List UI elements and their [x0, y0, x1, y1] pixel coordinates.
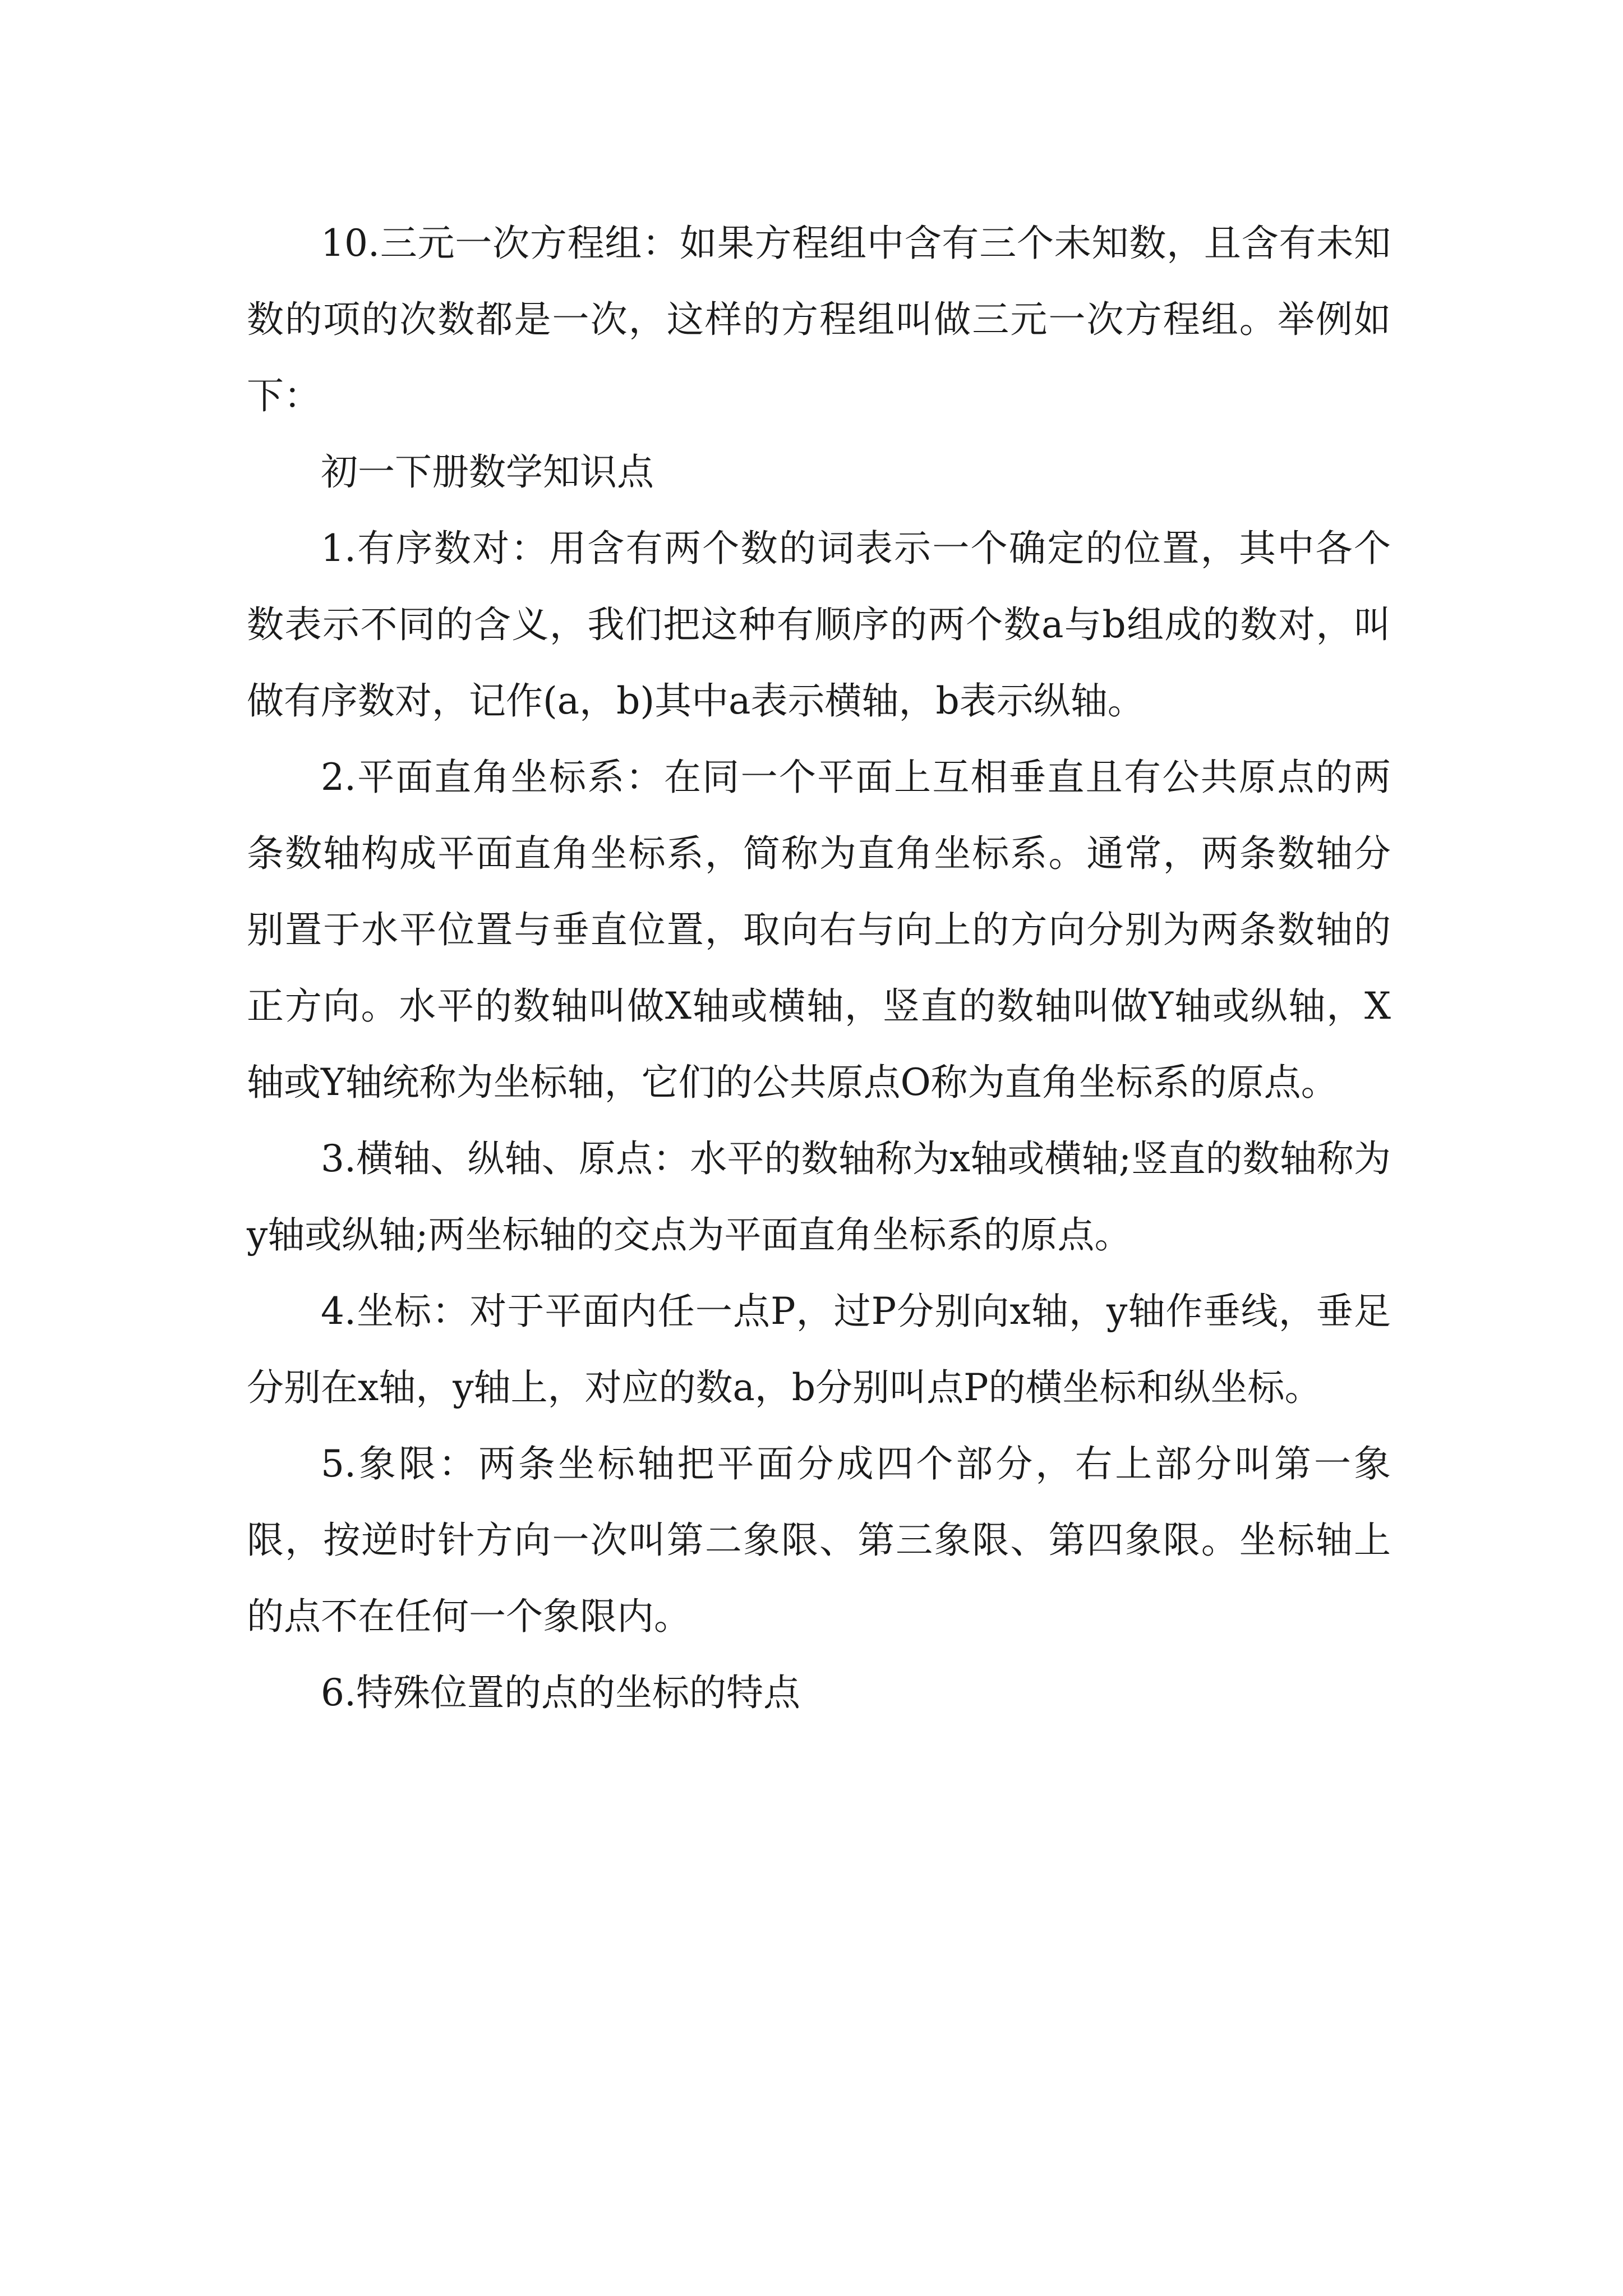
section-heading: 初一下册数学知识点 [321, 450, 654, 494]
paragraph-coordinates: 4.坐标：对于平面内任一点P，过P分别向x轴，y轴作垂线，垂足分别在x轴，y轴上，对应的数a，b分别叫点P的横坐标和纵坐标。 [247, 1290, 1391, 1409]
paragraph-axes-origin: 3.横轴、纵轴、原点：水平的数轴称为x轴或横轴;竖直的数轴称为y轴或纵轴;两坐标轴的交点为平面直角坐标系的原点。 [247, 1137, 1391, 1257]
document-body [247, 205, 1391, 1731]
paragraph-quadrants: 5.象限：两条坐标轴把平面分成四个部分，右上部分叫第一象限，按逆时针方向一次叫第二象限、第三象限、第四象限。坐标轴上的点不在任何一个象限内。 [247, 1442, 1391, 1638]
paragraph-ternary-linear-system: 10.三元一次方程组：如果方程组中含有三个未知数，且含有未知数的项的次数都是一次，这样的方程组叫做三元一次方程组。举例如下： [247, 222, 1391, 417]
paragraph-cartesian-coordinate-system: 2.平面直角坐标系：在同一个平面上互相垂直且有公共原点的两条数轴构成平面直角坐标系，简称为直角坐标系。通常，两条数轴分别置于水平位置与垂直位置，取向右与向上的方向分别为两条数轴的正方向。水平的数轴叫做X轴或横轴，竖直的数轴叫做Y轴或纵轴，X轴或Y轴统称为坐标轴，它们的公共原点O称为直角坐标系的原点。 [247, 756, 1391, 1104]
paragraph-special-points: 6.特殊位置的点的坐标的特点 [321, 1671, 800, 1714]
paragraph-ordered-pair: 1.有序数对：用含有两个数的词表示一个确定的位置，其中各个数表示不同的含义，我们把这种有顺序的两个数a与b组成的数对，叫做有序数对，记作(a，b)其中a表示横轴，b表示纵轴。 [247, 527, 1391, 723]
